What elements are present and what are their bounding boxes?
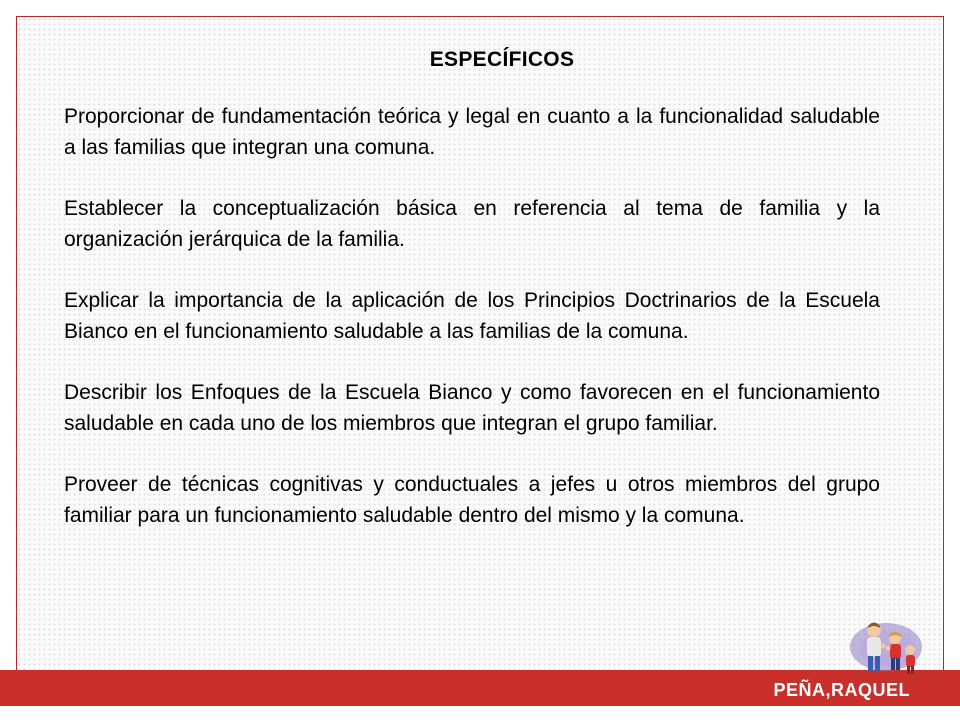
family-clipart-icon <box>848 616 924 678</box>
objective-paragraph: Proveer de técnicas cognitivas y conductuales a jefes u otros miembros del grupo familiar para un funcionamiento saludable dentro del mismo y la comuna. <box>64 473 880 527</box>
objective-paragraph: Describir los Enfoques de la Escuela Bianco y como favorecen en el funcionamiento saludable en cada uno de los miembros que integran el grupo familiar. <box>64 381 880 435</box>
objective-paragraph: Proporcionar de fundamentación teórica y legal en cuanto a la funcionalidad saludable a las familias que integran una comuna. <box>64 105 880 159</box>
objective-paragraph: Establecer la conceptualización básica en referencia al tema de familia y la organización jerárquica de la familia. <box>64 197 880 251</box>
author-label: PEÑA,RAQUEL <box>773 680 910 700</box>
slide-title: ESPECÍFICOS <box>429 48 575 71</box>
objectives-list <box>64 101 880 561</box>
objective-paragraph: Explicar la importancia de la aplicación de los Principios Doctrinarios de la Escuela Bianco en el funcionamiento saludable a las familias de la comuna. <box>64 289 880 343</box>
